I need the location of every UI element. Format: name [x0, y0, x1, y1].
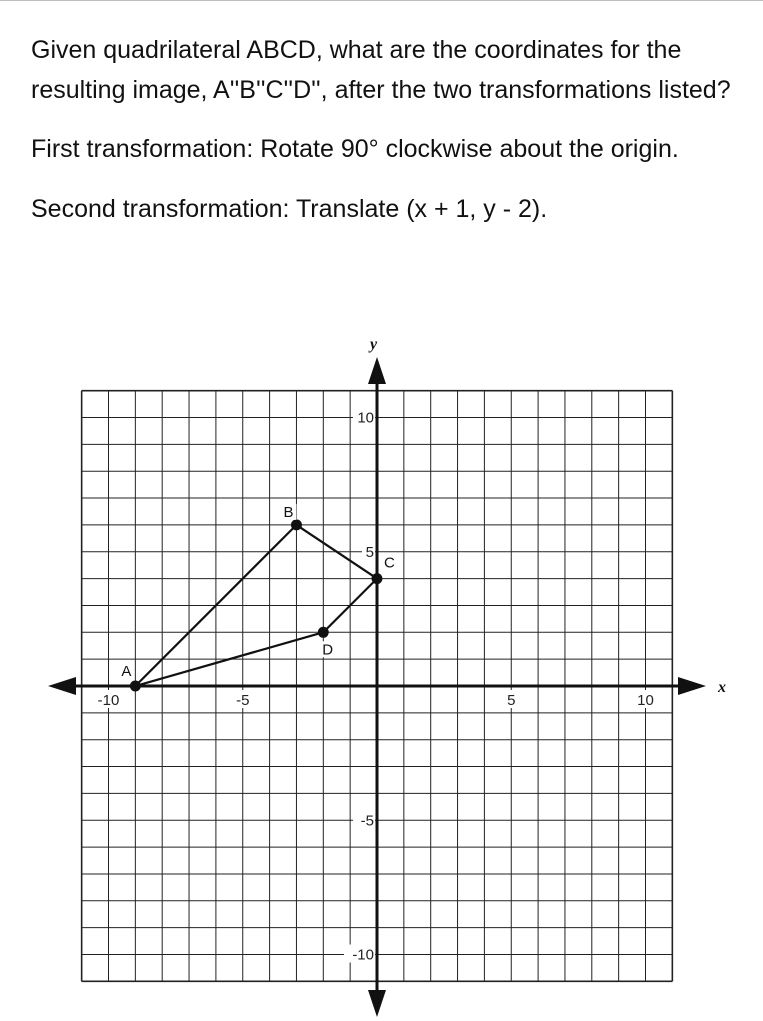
x-tick-label: 10: [637, 692, 654, 709]
vertex-c: [372, 573, 383, 584]
y-axis-arrow-down: [368, 990, 386, 1017]
x-tick-label: -10: [97, 692, 120, 709]
y-tick-label: 10: [357, 409, 374, 427]
x-axis-label: x: [718, 679, 726, 696]
x-axis-arrow-right: [678, 677, 706, 695]
vertex-label-b: B: [283, 503, 294, 521]
second-transformation: Second transformation: Translate (x + 1, y - 2).: [31, 195, 548, 223]
top-divider: [0, 0, 763, 1]
y-axis-arrow-up: [368, 357, 386, 384]
vertex-label-c: C: [384, 554, 395, 572]
y-tick-label: -5: [360, 812, 374, 830]
y-tick-label: 5: [365, 543, 374, 561]
vertex-d: [318, 627, 329, 638]
x-tick-label: 5: [507, 692, 516, 709]
vertex-label-d: D: [322, 641, 334, 659]
first-transformation: First transformation: Rotate 90° clockwise about the origin.: [31, 135, 679, 163]
x-tick-label: -5: [236, 692, 250, 709]
vertex-label-a: A: [121, 663, 132, 680]
coordinate-grid: [0, 330, 763, 1021]
vertex-a: [130, 681, 141, 692]
x-axis-arrow-left: [48, 677, 76, 695]
vertex-b: [291, 519, 302, 530]
question-text: [31, 30, 746, 229]
y-tick-label: -10: [352, 946, 374, 964]
question-intro: Given quadrilateral ABCD, what are the coordinates for the resulting image, A''B''C''D'', after the two transformations listed?: [31, 36, 731, 104]
y-axis-label: y: [370, 336, 378, 353]
